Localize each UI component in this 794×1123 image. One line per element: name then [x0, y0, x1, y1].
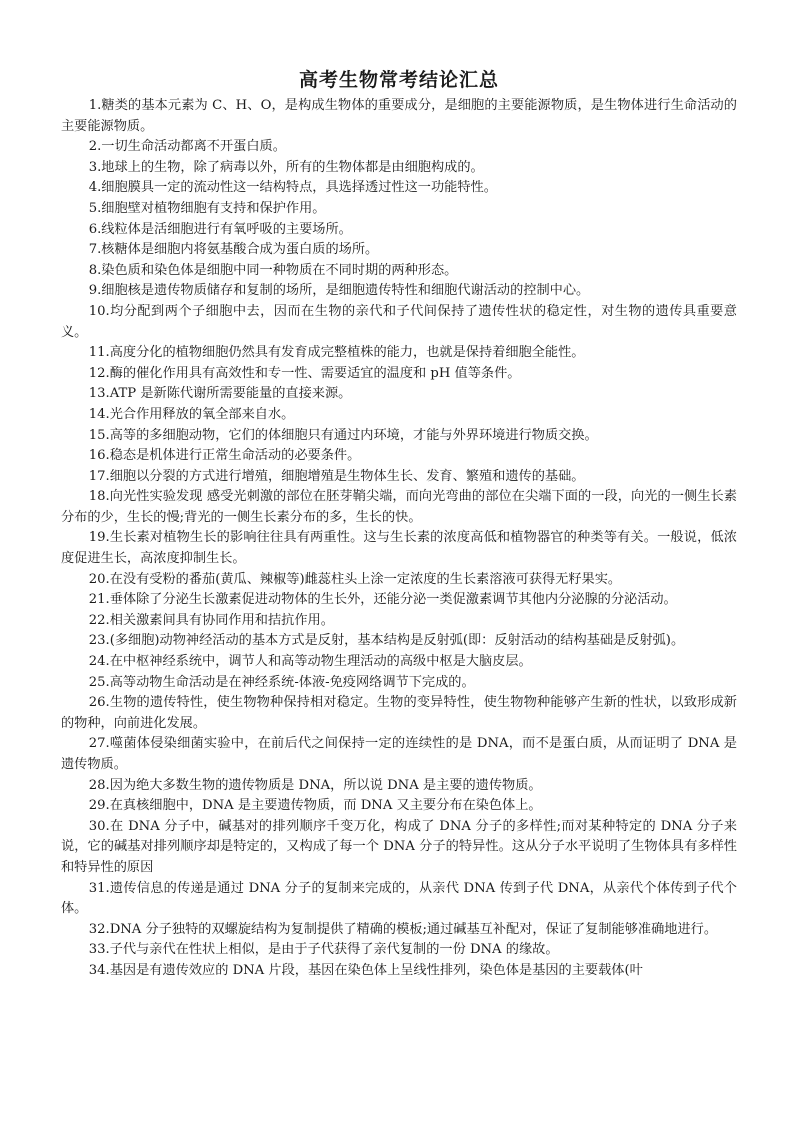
list-item: 3.地球上的生物，除了病毒以外，所有的生物体都是由细胞构成的。 [88, 159, 484, 175]
list-item: 32.DNA 分子独特的双螺旋结构为复制提供了精确的模板;通过碱基互补配对，保证了复制能够准确地进行。 [88, 921, 718, 937]
list-item: 1.糖类的基本元素为 C、H、O，是构成生物体的重要成分，是细胞的主要能源物质，是生物体进行生命活动的主要能源物质。 [61, 98, 737, 134]
list-item: 17.细胞以分裂的方式进行增殖，细胞增殖是生物体生长、发育、繁殖和遗传的基础。 [88, 468, 585, 484]
list-item: 9.细胞核是遗传物质储存和复制的场所，是细胞遗传特性和细胞代谢活动的控制中心。 [88, 283, 590, 299]
list-item: 2.一切生命活动都离不开蛋白质。 [88, 139, 286, 155]
document-title: 高考生物常考结论汇总 [298, 69, 499, 91]
list-item: 26.生物的遗传特性，使生物物种保持相对稳定。生物的变异特性，使生物物种能够产生新的性状，以致形成新的物种，向前进化发展。 [61, 695, 737, 731]
list-item: 16.稳态是机体进行正常生命活动的必要条件。 [88, 448, 361, 464]
list-item: 23.(多细胞)动物神经活动的基本方式是反射，基本结构是反射弧(即：反射活动的结构基础是反射弧)。 [88, 633, 685, 649]
list-item: 20.在没有受粉的番茄(黄瓜、辣椒等)雌蕊柱头上涂一定浓度的生长素溶液可获得无籽果实。 [88, 571, 622, 587]
list-item: 31.遗传信息的传递是通过 DNA 分子的复制来完成的，从亲代 DNA 传到子代 DNA，从亲代个体传到子代个体。 [61, 880, 737, 917]
list-item: 13.ATP 是新陈代谢所需要能量的直接来源。 [88, 386, 352, 402]
list-item: 11.高度分化的植物细胞仍然具有发育成完整植株的能力，也就是保持着细胞全能性。 [88, 345, 585, 361]
list-item: 5.细胞壁对植物细胞有支持和保护作用。 [88, 200, 326, 216]
list-item: 4.细胞膜具一定的流动性这一结构特点，具选择透过性这一功能特性。 [88, 180, 497, 196]
list-item: 24.在中枢神经系统中，调节人和高等动物生理活动的高级中枢是大脑皮层。 [88, 654, 532, 670]
list-item: 29.在真核细胞中，DNA 是主要遗传物质，而 DNA 又主要分布在染色体上。 [88, 798, 542, 814]
list-item: 19.生长素对植物生长的影响往往具有两重性。这与生长素的浓度高低和植物器官的种类等有关。一般说，低浓度促进生长，高浓度抑制生长。 [61, 530, 737, 567]
list-item: 28.因为绝大多数生物的遗传物质是 DNA，所以说 DNA 是主要的遗传物质。 [88, 777, 542, 793]
list-item: 33.子代与亲代在性状上相似，是由于子代获得了亲代复制的一份 DNA 的缘故。 [88, 942, 559, 958]
list-item: 22.相关激素间具有协同作用和拮抗作用。 [88, 612, 334, 628]
document-page [61, 64, 737, 982]
list-item: 18.向光性实验发现 感受光刺激的部位在胚芽鞘尖端，而向光弯曲的部位在尖端下面的一段，向光的一侧生长素分布的少，生长的慢;背光的一侧生长素分布的多，生长的快。 [61, 489, 737, 525]
list-item: 34.基因是有遗传效应的 DNA 片段，基因在染色体上呈线性排列，染色体是基因的主要载体(叶 [88, 962, 643, 978]
list-item: 6.线粒体是活细胞进行有氧呼吸的主要场所。 [88, 221, 352, 237]
list-item: 10.均分配到两个子细胞中去，因而在生物的亲代和子代间保持了遗传性状的稳定性，对生物的遗传具重要意义。 [61, 303, 737, 340]
list-item: 30.在 DNA 分子中，碱基对的排列顺序千变万化，构成了 DNA 分子的多样性;而对某种特定的 DNA 分子来说，它的碱基对排列顺序却是特定的，又构成了每一个 DNA 分子的特异性。这从分子水平说明了生物体具有多样性和特异性的原因 [61, 818, 737, 875]
list-item: 15.高等的多细胞动物，它们的体细胞只有通过内环境，才能与外界环境进行物质交换。 [88, 427, 598, 443]
list-item: 21.垂体除了分泌生长激素促进动物体的生长外，还能分泌一类促激素调节其他内分泌腺的分泌活动。 [88, 592, 677, 608]
list-item: 8.染色质和染色体是细胞中同一种物质在不同时期的两种形态。 [88, 262, 458, 278]
list-item: 7.核糖体是细胞内将氨基酸合成为蛋白质的场所。 [88, 242, 379, 258]
conclusion-list [61, 96, 737, 982]
list-item: 27.噬菌体侵染细菌实验中，在前后代之间保持一定的连续性的是 DNA，而不是蛋白质，从而证明了 DNA 是遗传物质。 [61, 736, 737, 772]
list-item: 14.光合作用释放的氧全部来自水。 [88, 406, 295, 422]
list-item: 12.酶的催化作用具有高效性和专一性、需要适宜的温度和 pH 值等条件。 [88, 365, 521, 381]
list-item: 25.高等动物生命活动是在神经系统-体液-免疫网络调节下完成的。 [88, 674, 475, 690]
